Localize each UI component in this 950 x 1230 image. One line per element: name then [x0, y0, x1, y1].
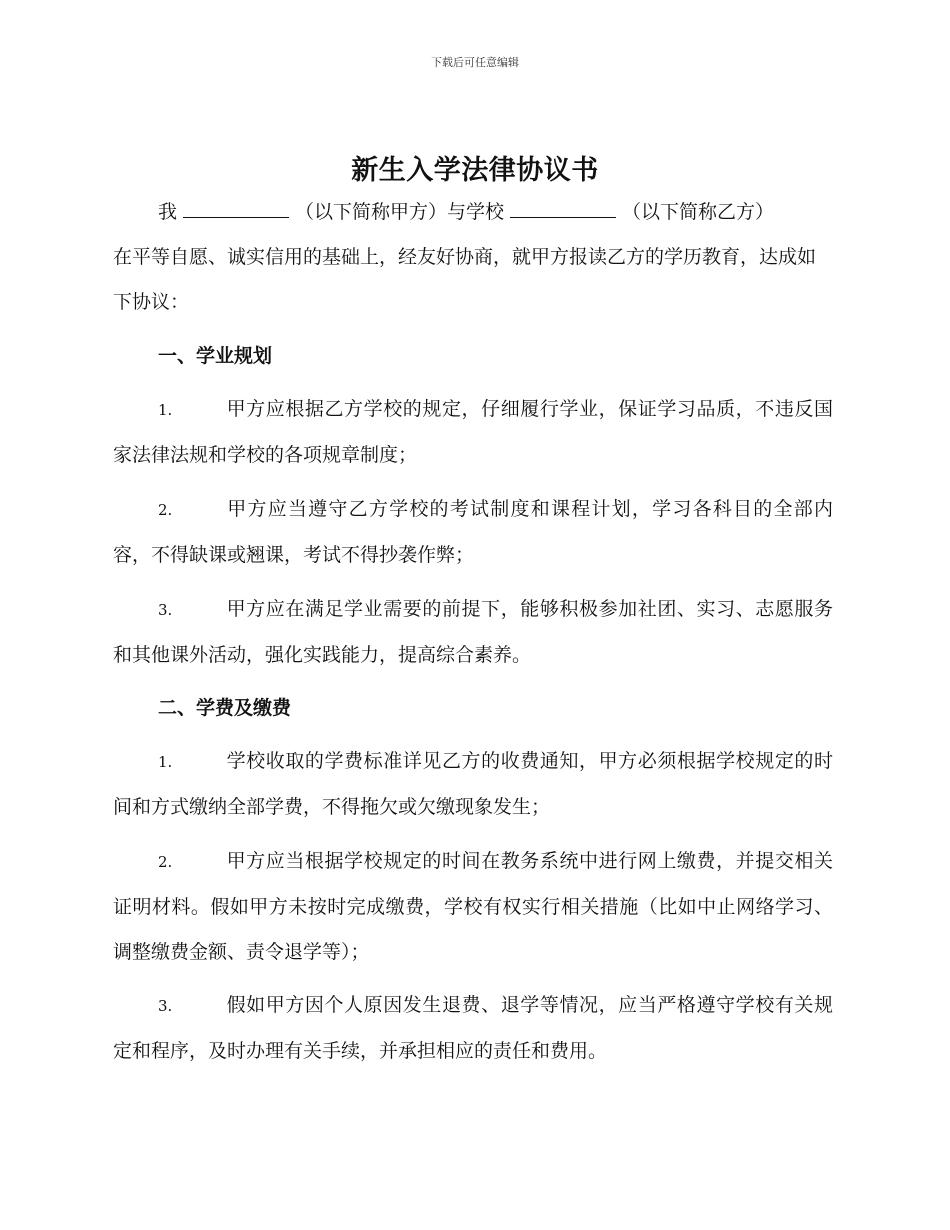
intro-part3: （以下简称乙方）: [622, 201, 775, 223]
intro-first-line: [113, 190, 833, 235]
intro-paragraph: [113, 190, 833, 325]
item-number: 3.: [158, 601, 173, 619]
document-title: 新生入学法律协议书: [351, 155, 599, 186]
item-text: 甲方应当遵守乙方学校的考试制度和课程计划，学习各科目的全部内容，不得缺课或翘课，考试不得抄袭作弊；: [113, 498, 833, 566]
intro-part2: （以下简称甲方）与学校: [295, 201, 505, 223]
section-2-item-1: [113, 739, 833, 830]
section-2-item-2: [113, 839, 833, 975]
item-text: 甲方应在满足学业需要的前提下，能够积极参加社团、实习、志愿服务和其他课外活动，强化实践能力，提高综合素养。: [113, 598, 833, 666]
section-1-item-3: [113, 587, 833, 678]
header-note: 下载后可任意编辑: [431, 56, 519, 69]
item-number: 1.: [158, 401, 173, 419]
intro-rest: 在平等自愿、诚实信用的基础上，经友好协商，就甲方报读乙方的学历教育，达成如下协议：: [113, 246, 817, 313]
section-2-item-3: [113, 983, 833, 1074]
item-text: 甲方应根据乙方学校的规定，仔细履行学业，保证学习品质，不违反国家法律法规和学校的各项规章制度；: [113, 398, 833, 466]
intro-part1: 我: [158, 201, 178, 223]
section-1-item-1: [113, 387, 833, 478]
item-text: 学校收取的学费标准详见乙方的收费通知，甲方必须根据学校规定的时间和方式缴纳全部学费，不得拖欠或欠缴现象发生；: [113, 750, 833, 818]
item-number: 1.: [158, 753, 173, 771]
item-number: 2.: [158, 501, 173, 519]
party-b-blank: [510, 203, 616, 218]
item-number: 3.: [158, 997, 173, 1015]
section-1-item-2: [113, 487, 833, 578]
section-heading-2: 二、学费及缴费: [158, 697, 292, 719]
item-text: 甲方应当根据学校规定的时间在教务系统中进行网上缴费，并提交相关证明材料。假如甲方未按时完成缴费，学校有权实行相关措施（比如中止网络学习、调整缴费金额、责令退学等）；: [113, 850, 833, 963]
section-heading-1: 一、学业规划: [158, 345, 273, 367]
item-number: 2.: [158, 853, 173, 871]
item-text: 假如甲方因个人原因发生退费、退学等情况，应当严格遵守学校有关规定和程序，及时办理有关手续，并承担相应的责任和费用。: [113, 994, 833, 1062]
party-a-blank: [183, 203, 289, 218]
